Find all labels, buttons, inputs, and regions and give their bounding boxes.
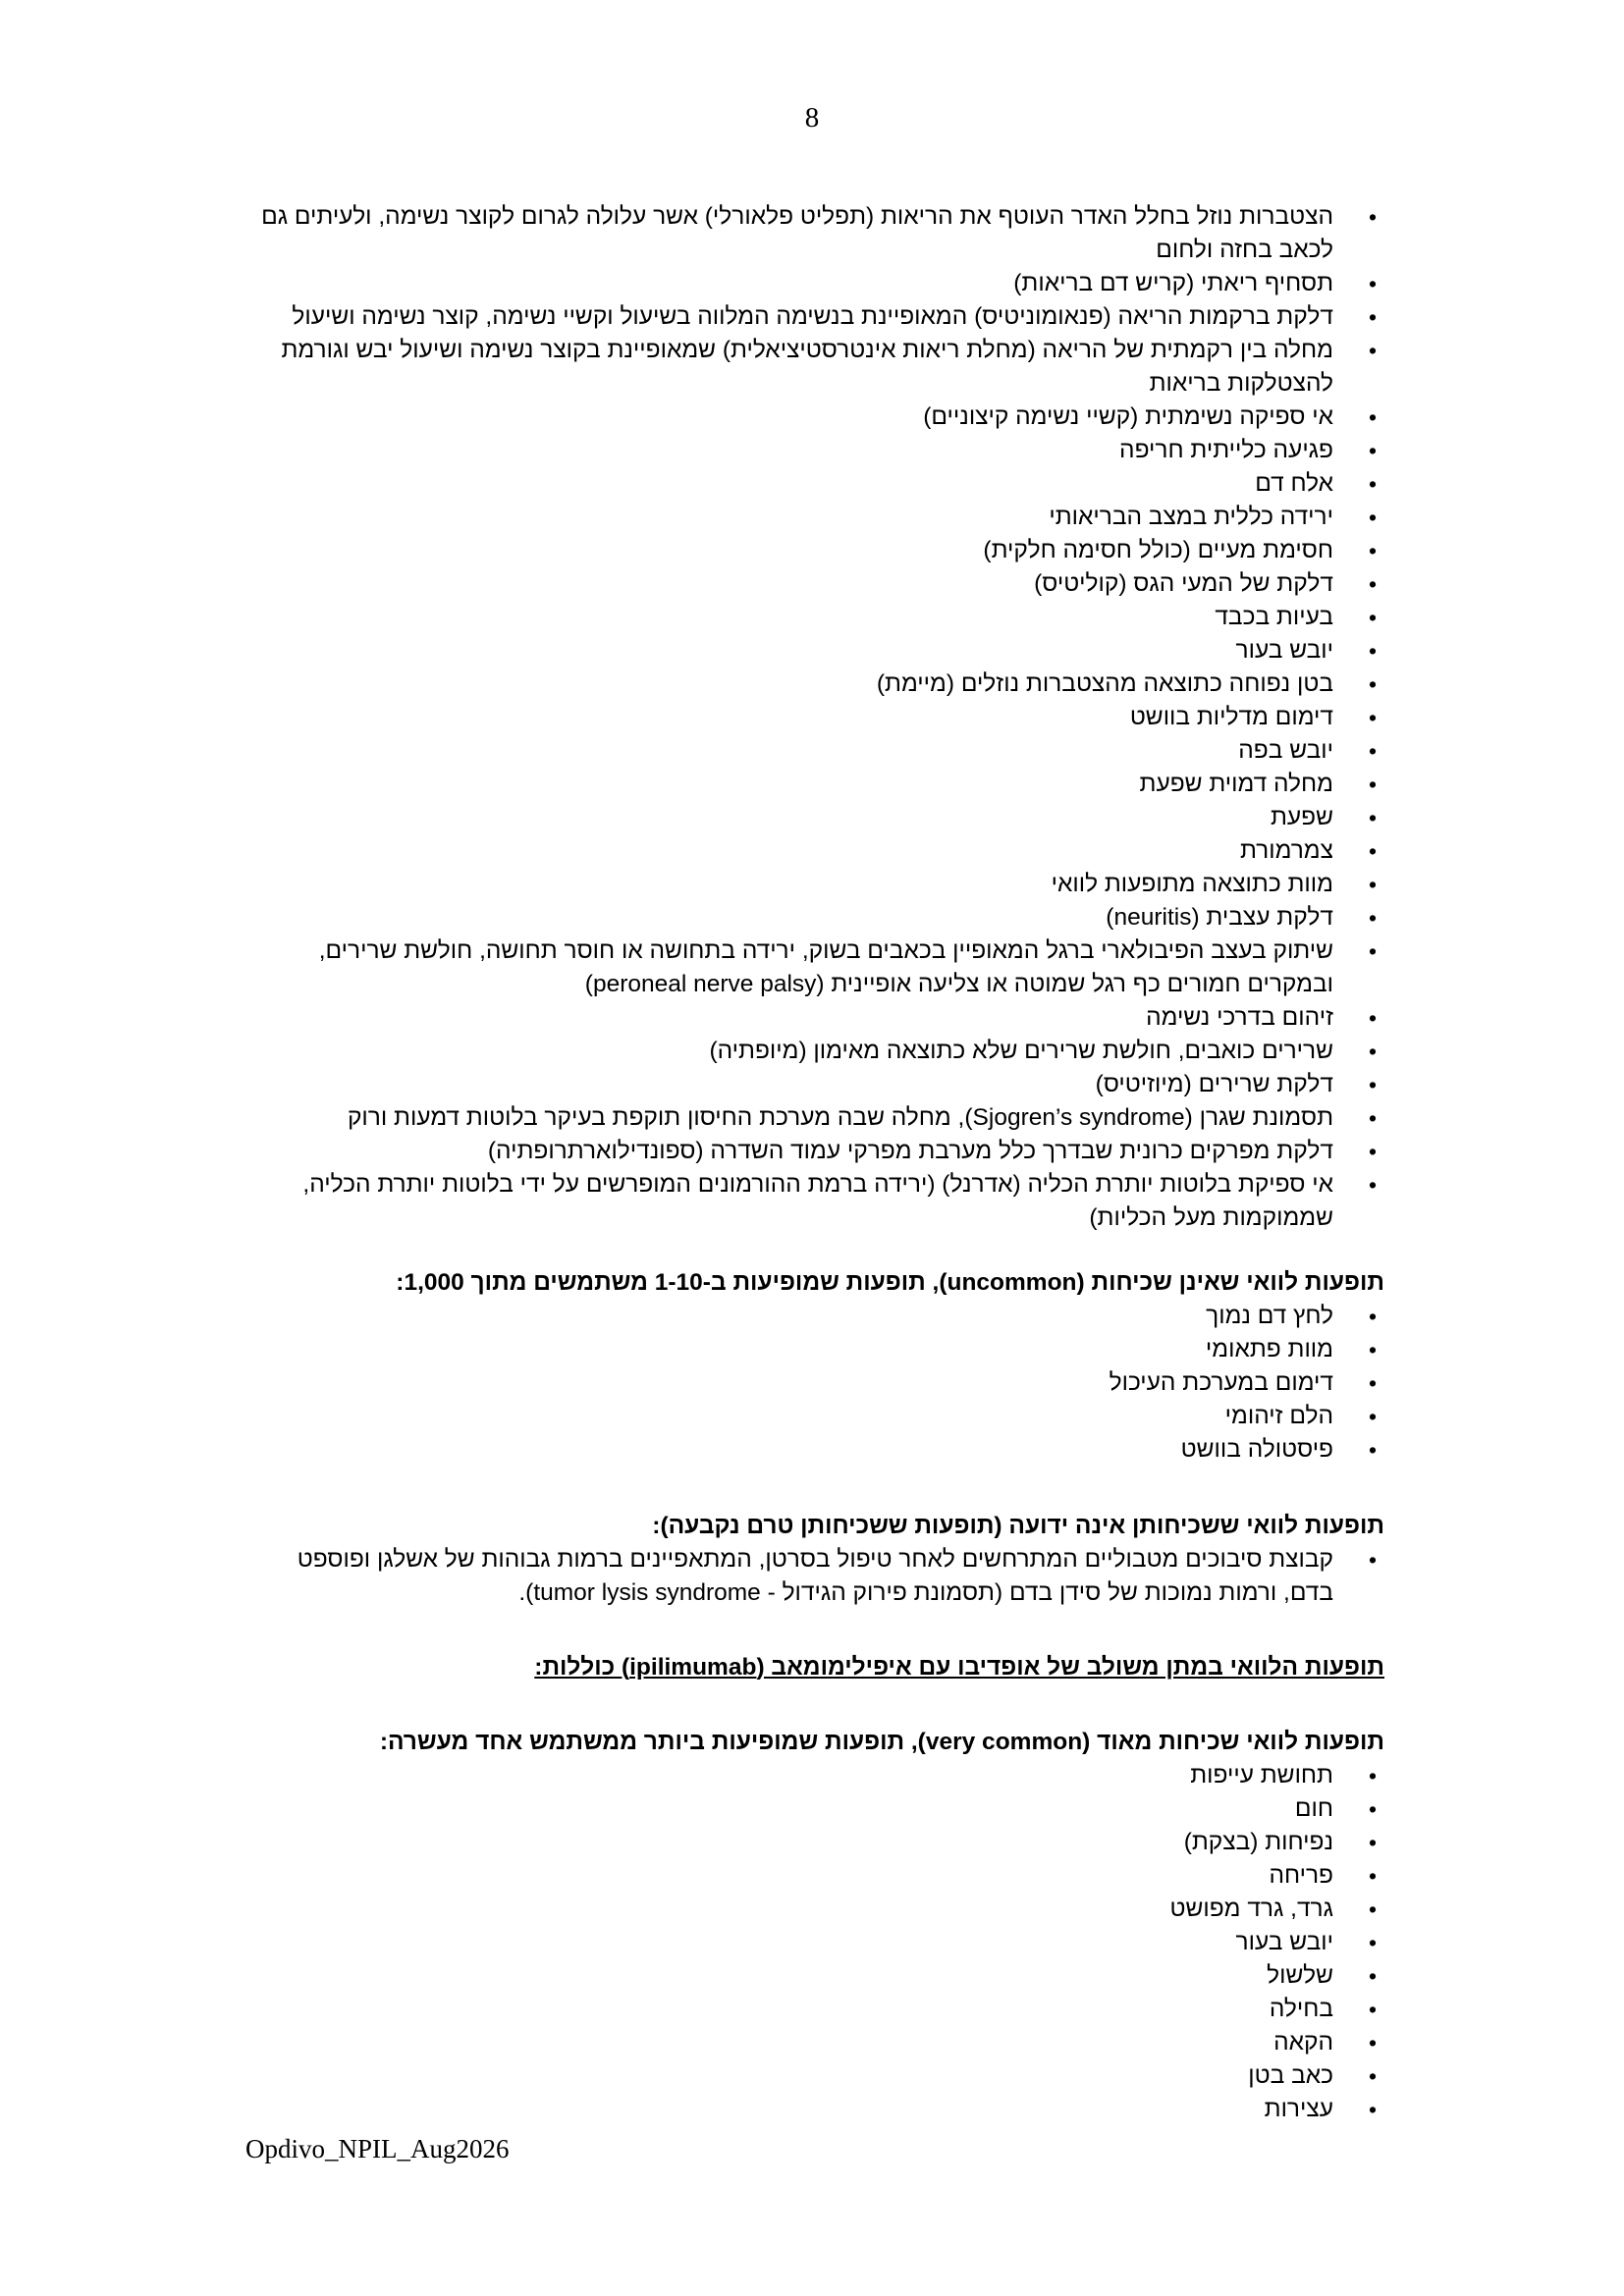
list-item: • לחץ דם נמוך [255, 1300, 1384, 1333]
list-item: • אי ספיקה נשימתית (קשיי נשימה קיצוניים) [255, 400, 1384, 434]
list-item: • עצירות [255, 2093, 1384, 2126]
list-item: • שרירים כואבים, חולשת שרירים שלא כתוצאה מאימון (מיופתיה) [255, 1035, 1384, 1068]
list-item: • בטן נפוחה כתוצאה מהצטברות נוזלים (מיימת) [255, 667, 1384, 701]
list-item: • תסחיף ריאתי (קריש דם בריאות) [255, 267, 1384, 300]
list-item: • שלשול [255, 1959, 1384, 1993]
list-item: • יובש בעור [255, 634, 1384, 667]
list-item: • צמרמורת [255, 834, 1384, 868]
footer-document-id: Opdivo_NPIL_Aug2026 [245, 2134, 510, 2163]
list-item: • הלם זיהומי [255, 1400, 1384, 1433]
document-body [255, 200, 1384, 2126]
heading-combination: תופעות הלוואי במתן משולב של אופדיבו עם איפילימומאב (ipilimumab) כוללות: [534, 1654, 1384, 1681]
list-item: • גרד, גרד מפושט [255, 1893, 1384, 1926]
list-item: • שיתוק בעצב הפיבולארי ברגל המאופיין בכאבים בשוק, ירידה בתחושה או חוסר תחושה, חולשת שרירים, ובמקרים חמורים כף רגל שמוטה או צליעה אופיינית (peroneal nerve palsy) [255, 934, 1384, 1001]
list-item: • דימום במערכת העיכול [255, 1366, 1384, 1400]
list-item: • כאב בטן [255, 2059, 1384, 2093]
list-item: • דימום מדליות בוושט [255, 701, 1384, 734]
very-common-list [255, 1759, 1384, 2126]
list-item: • בעיות בכבד [255, 601, 1384, 634]
list-item: • מוות פתאומי [255, 1333, 1384, 1366]
list-item: • תחושת עייפות [255, 1759, 1384, 1792]
unknown-list [255, 1543, 1384, 1610]
list-item: • יובש בפה [255, 734, 1384, 768]
list-item: • אלח דם [255, 467, 1384, 501]
list-item: • זיהום בדרכי נשימה [255, 1001, 1384, 1035]
side-effects-list [255, 200, 1384, 1235]
page-number: 8 [804, 102, 820, 133]
list-item: • פיסטולה בוושט [255, 1433, 1384, 1467]
list-item: • בחילה [255, 1993, 1384, 2026]
heading-very-common: תופעות לוואי שכיחות מאוד (very common), תופעות שמופיעות ביותר ממשתמש אחד מעשרה: [379, 1729, 1384, 1755]
list-item: • דלקת עצבית (neuritis) [255, 901, 1384, 934]
list-item: • ירידה כללית במצב הבריאותי [255, 501, 1384, 534]
uncommon-list [255, 1300, 1384, 1467]
list-item: • נפיחות (בצקת) [255, 1826, 1384, 1859]
list-item: • דלקת ברקמות הריאה (פנאומוניטיס) המאופיינת בנשימה המלווה בשיעול וקשיי נשימה, קוצר נשימה ושיעול [255, 300, 1384, 334]
list-item: • הצטברות נוזל בחלל האדר העוטף את הריאות (תפליט פלאורלי) אשר עלולה לגרום לקוצר נשימה, ולעיתים גם לכאב בחזה ולחום [255, 200, 1384, 267]
list-item: • חסימת מעיים (כולל חסימה חלקית) [255, 534, 1384, 567]
list-item: • דלקת שרירים (מיוזיטיס) [255, 1068, 1384, 1101]
list-item: • פריחה [255, 1859, 1384, 1893]
list-item: • יובש בעור [255, 1926, 1384, 1959]
list-item: • חום [255, 1792, 1384, 1826]
list-item: • מוות כתוצאה מתופעות לוואי [255, 868, 1384, 901]
heading-uncommon: תופעות לוואי שאינן שכיחות (uncommon), תופעות שמופיעות ב-1-10 משתמשים מתוך 1,000: [396, 1269, 1384, 1296]
heading-unknown: תופעות לוואי ששכיחותן אינה ידועה (תופעות ששכיחותן טרם נקבעה): [652, 1513, 1384, 1539]
list-item: • מחלה בין רקמתית של הריאה (מחלת ריאות אינטרסטיציאלית) שמאופיינת בקוצר נשימה ושיעול יבש וגורמת להצטלקות בריאות [255, 334, 1384, 400]
list-item: • תסמונת שגרן (Sjogren’s syndrome), מחלה שבה מערכת החיסון תוקפת בעיקר בלוטות דמעות ורוק [255, 1101, 1384, 1135]
list-item: • אי ספיקת בלוטות יותרת הכליה (אדרנל) (ירידה ברמת ההורמונים המופרשים על ידי בלוטות יותרת הכליה, שממוקמות מעל הכליות) [255, 1168, 1384, 1235]
list-item: • שפעת [255, 801, 1384, 834]
list-item: • קבוצת סיבוכים מטבוליים המתרחשים לאחר טיפול בסרטן, המתאפיינים ברמות גבוהות של אשלגן ופוספט בדם, ורמות נמוכות של סידן בדם (תסמונת פירוק הגידול - tumor lysis syndrome). [255, 1543, 1384, 1610]
list-item: • דלקת מפרקים כרונית שבדרך כלל מערבת מפרקי עמוד השדרה (ספונדילוארתרופתיה) [255, 1135, 1384, 1168]
list-item: • הקאה [255, 2026, 1384, 2059]
list-item: • פגיעה כלייתית חריפה [255, 434, 1384, 467]
list-item: • דלקת של המעי הגס (קוליטיס) [255, 567, 1384, 601]
list-item: • מחלה דמוית שפעת [255, 768, 1384, 801]
